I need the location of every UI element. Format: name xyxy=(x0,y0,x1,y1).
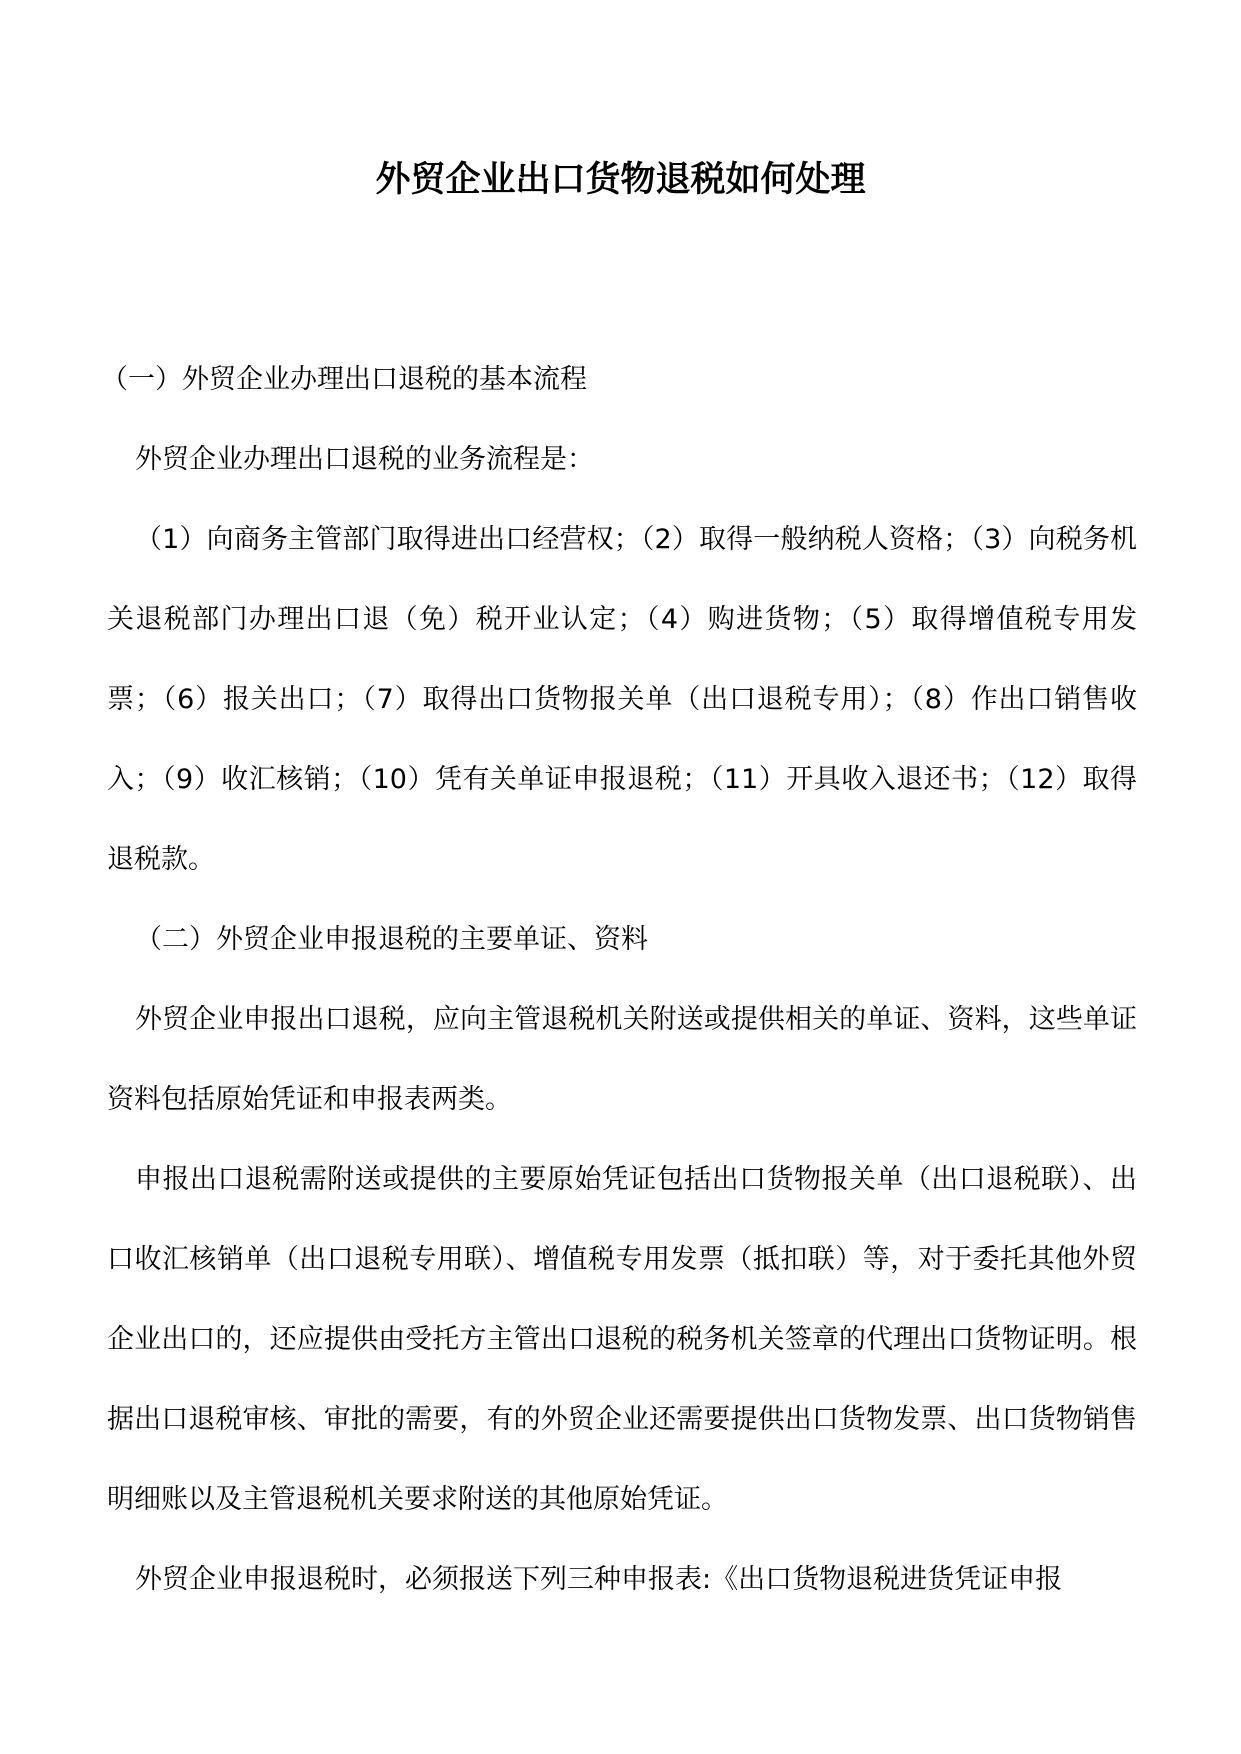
section-heading-1: （一）外贸企业办理出口退税的基本流程 xyxy=(101,364,587,395)
document-body xyxy=(101,340,1137,1620)
document-title: 外贸企业出口货物退税如何处理 xyxy=(375,159,866,200)
paragraph: 外贸企业办理出口退税的业务流程是： xyxy=(135,444,594,475)
paragraph: 外贸企业申报退税时，必须报送下列三种申报表:《出口货物退税进货凭证申报 xyxy=(135,1564,1063,1595)
paragraph: 申报出口退税需附送或提供的主要原始凭证包括出口货物报关单（出口退税联）、出口收汇核销单（出口退税专用联）、增值税专用发票（抵扣联）等，对于委托其他外贸企业出口的，还应提供由受托方主管出口退税的税务机关签章的代理出口货物证明。根据出口退税审核、审批的需要，有的外贸企业还需要提供出口货物发票、出口货物销售明细账以及主管退税机关要求附送的其他原始凭证。 xyxy=(107,1164,1137,1515)
paragraph: 外贸企业申报出口退税，应向主管退税机关附送或提供相关的单证、资料，这些单证资料包括原始凭证和申报表两类。 xyxy=(107,1004,1137,1115)
paragraph: （1）向商务主管部门取得进出口经营权；（2）取得一般纳税人资格；（3）向税务机关退税部门办理出口退（免）税开业认定；（4）购进货物；（5）取得增值税专用发票；（6）报关出口；（7）取得出口货物报关单（出口退税专用）；（8）作出口销售收入；（9）收汇核销；（10）凭有关单证申报退税；（11）开具收入退还书；（12）取得退税款。 xyxy=(107,524,1137,875)
section-heading-2: （二）外贸企业申报退税的主要单证、资料 xyxy=(135,924,648,955)
